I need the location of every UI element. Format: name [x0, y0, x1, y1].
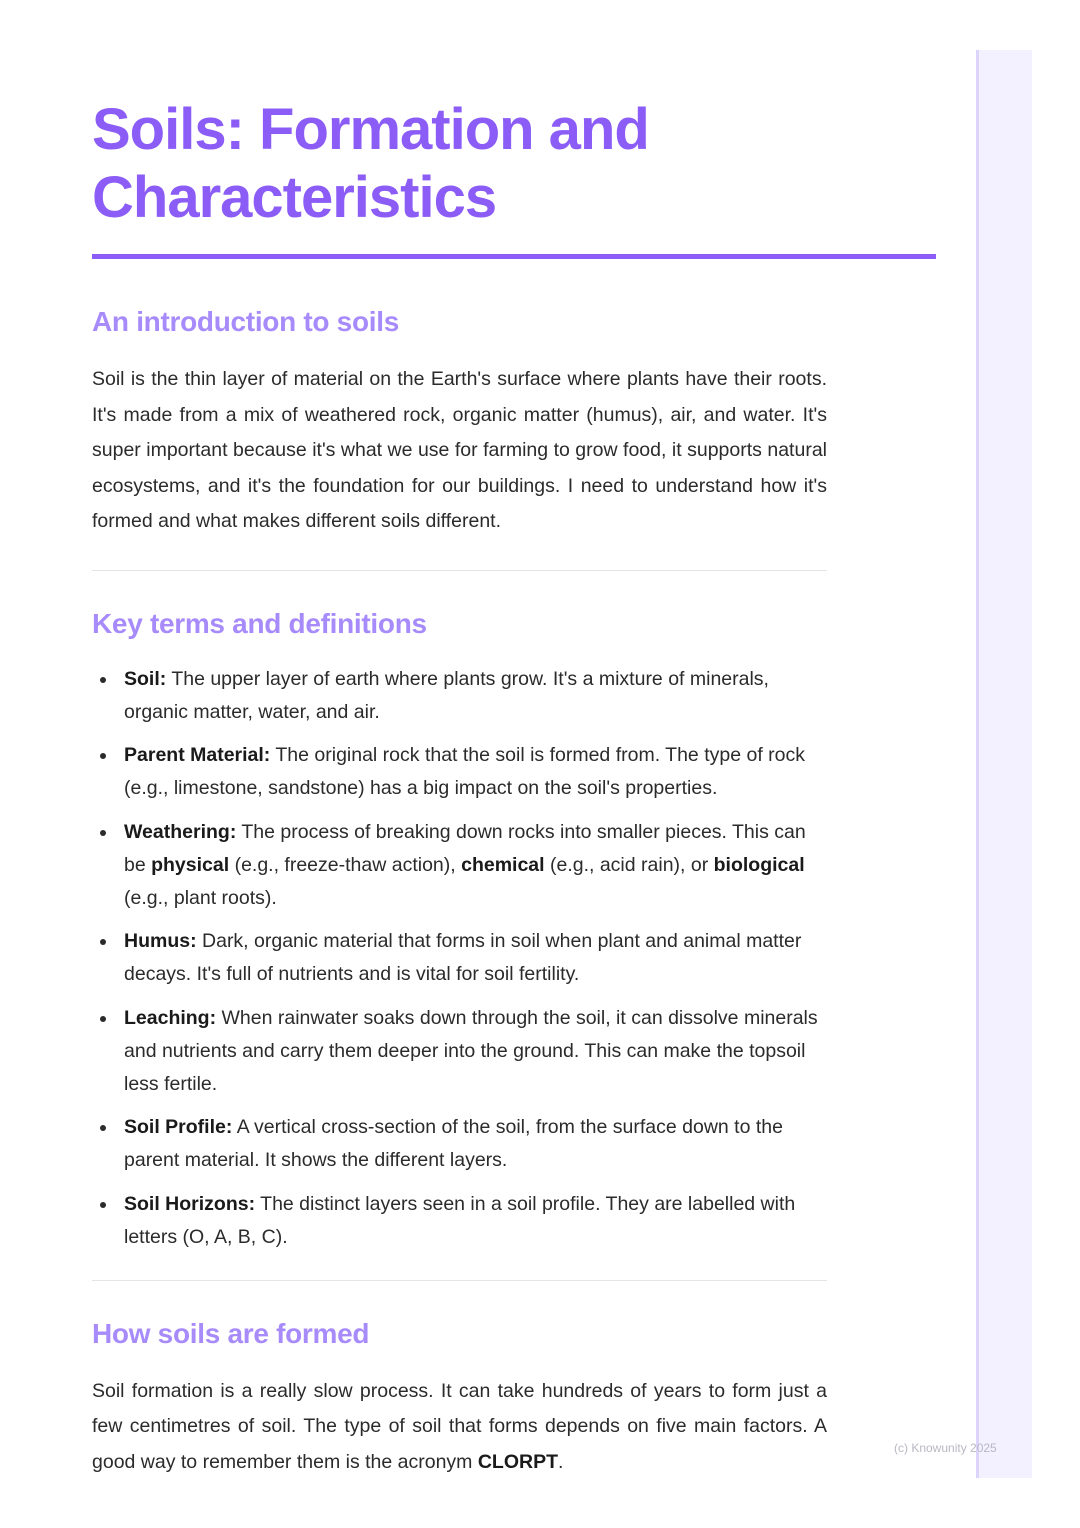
formation-text: Soil formation is a really slow process. It can take hundreds of years to form just a few centimetres of soil. The type of soil that forms depends on five main factors. A good way to remember them is the acronym [92, 1379, 827, 1473]
term-definition: (e.g., plant roots). [124, 886, 277, 909]
key-terms-list [92, 663, 827, 1254]
section-divider [92, 1280, 827, 1281]
formation-text-end: . [558, 1450, 564, 1473]
key-terms-heading: Key terms and definitions [92, 607, 427, 639]
bullet-icon [100, 939, 106, 945]
bullet-icon [100, 677, 106, 683]
term-label: Humus: [124, 930, 197, 952]
term-label: Weathering: [124, 820, 237, 843]
page-title: Soils: Formation and Characteristics [92, 97, 649, 230]
title-underline [92, 254, 936, 259]
list-item [92, 816, 827, 915]
term-definition: A vertical cross-section of the soil, from the surface down to the parent material. It shows the different layers. [124, 1116, 783, 1171]
watermark: (c) Knowunity 2025 [894, 1441, 997, 1455]
term-definition: (e.g., freeze-thaw action), [229, 853, 462, 876]
intro-section [92, 305, 827, 540]
term-definition: The upper layer of earth where plants grow. It's a mixture of minerals, organic matter, water, and air. [124, 667, 769, 723]
term-definition: (e.g., acid rain), or [544, 853, 714, 876]
term-definition: The process of breaking down rocks into smaller pieces. This can be [124, 820, 806, 876]
emphasis-biological: biological [713, 853, 805, 876]
bullet-icon [100, 753, 106, 759]
list-item [92, 925, 827, 991]
formation-section [92, 1317, 827, 1481]
bullet-icon [100, 1202, 106, 1208]
emphasis-physical: physical [151, 853, 230, 876]
term-definition: When rainwater soaks down through the soil, it can dissolve minerals and nutrients and carry them deeper into the ground. This can make the topsoil less fertile. [124, 1006, 818, 1095]
term-label: Soil Profile: [124, 1116, 233, 1138]
page-sidebar [976, 50, 1032, 1478]
term-label: Soil Horizons: [124, 1192, 256, 1215]
bullet-icon [100, 1125, 106, 1131]
term-label: Soil: [124, 667, 167, 690]
bullet-icon [100, 1016, 106, 1022]
key-terms-section [92, 607, 827, 1254]
intro-paragraph: Soil is the thin layer of material on the Earth's surface where plants have their roots. It's made from a mix of weathered rock, organic matter (humus), air, and water. It's super important because it's what we use for farming to grow food, it supports natural ecosystems, and it's the foundation for our buildings. I need to understand how it's formed and what makes different soils different. [92, 368, 827, 532]
term-label: Parent Material: [124, 744, 271, 766]
acronym-clorpt: CLORPT [477, 1450, 559, 1473]
intro-heading: An introduction to soils [92, 306, 399, 337]
term-definition: Dark, organic material that forms in soil when plant and animal matter decays. It's full of nutrients and is vital for soil fertility. [124, 930, 802, 985]
formation-heading: How soils are formed [92, 1317, 370, 1349]
list-item [92, 1002, 827, 1101]
term-definition: The distinct layers seen in a soil profile. They are labelled with letters (O, A, B, C). [124, 1192, 796, 1248]
list-item [92, 663, 827, 729]
list-item [92, 1111, 827, 1177]
term-label: Leaching: [124, 1006, 217, 1029]
emphasis-chemical: chemical [461, 853, 545, 876]
section-divider [92, 570, 827, 571]
list-item [92, 739, 827, 805]
document-content [92, 96, 936, 1480]
term-definition: The original rock that the soil is formed from. The type of rock (e.g., limestone, sandstone) has a big impact on the soil's properties. [124, 744, 805, 799]
bullet-icon [100, 830, 106, 836]
list-item [92, 1188, 827, 1254]
formation-paragraph [92, 1374, 827, 1481]
